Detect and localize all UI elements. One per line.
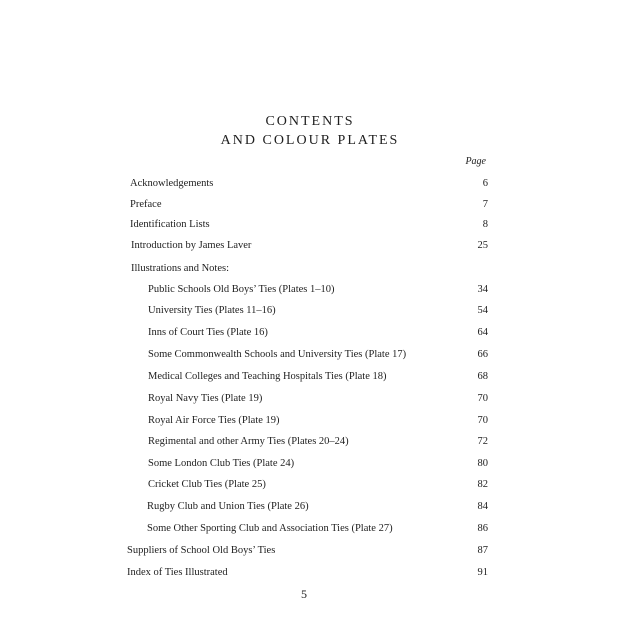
- toc-entry-label: Royal Navy Ties (Plate 19): [148, 393, 263, 404]
- toc-entry-label: University Ties (Plates 11–16): [148, 305, 276, 316]
- toc-entry-page: 82: [477, 479, 488, 490]
- toc-entry-label: Medical Colleges and Teaching Hospitals Ties (Plate 18): [148, 371, 387, 382]
- toc-entry-label: Regimental and other Army Ties (Plates 20–24): [148, 436, 349, 447]
- toc-entry-page: 70: [477, 415, 488, 426]
- toc-entry-label: Public Schools Old Boys’ Ties (Plates 1–10): [148, 284, 335, 295]
- toc-entry-page: 64: [477, 327, 488, 338]
- toc-entry-page: 70: [477, 393, 488, 404]
- toc-entry-page: 91: [477, 567, 488, 578]
- toc-entry-page: 87: [477, 545, 488, 556]
- toc-entry-page: 72: [477, 436, 488, 447]
- toc-entry-label: Identification Lists: [130, 219, 210, 230]
- toc-entry-label: Cricket Club Ties (Plate 25): [148, 479, 266, 490]
- toc-entry-page: 54: [477, 305, 488, 316]
- toc-entry-page: 86: [477, 523, 488, 534]
- toc-entry-label: Inns of Court Ties (Plate 16): [148, 327, 268, 338]
- toc-entry-label: Acknowledgements: [130, 178, 214, 189]
- toc-entry-label: Preface: [130, 199, 162, 210]
- toc-entry-label: Some London Club Ties (Plate 24): [148, 458, 295, 469]
- toc-entry-label: Royal Air Force Ties (Plate 19): [148, 415, 280, 426]
- toc-entry-page: 84: [477, 501, 488, 512]
- toc-entry-page: 68: [477, 371, 488, 382]
- toc-entry-label: Rugby Club and Union Ties (Plate 26): [147, 501, 309, 512]
- page-column-label: Page: [465, 156, 486, 167]
- toc-entry-label: Index of Ties Illustrated: [127, 567, 228, 578]
- toc-entry-page: 25: [477, 240, 488, 251]
- contents-subtitle: AND COLOUR PLATES: [220, 133, 400, 148]
- toc-entry-label: Some Commonwealth Schools and University Ties (Plate 17): [148, 349, 407, 360]
- toc-entry-page: 7: [482, 199, 488, 210]
- toc-entry-page: 8: [482, 219, 488, 230]
- toc-entry-label: Some Other Sporting Club and Association Ties (Plate 27): [147, 523, 393, 534]
- toc-entry-label: Illustrations and Notes:: [131, 263, 229, 274]
- toc-entry-page: 6: [482, 178, 488, 189]
- page-number: 5: [301, 587, 307, 601]
- toc-entry-page: 66: [477, 349, 488, 360]
- toc-entry-label: Suppliers of School Old Boys’ Ties: [127, 545, 276, 556]
- toc-entry-label: Introduction by James Laver: [131, 240, 252, 251]
- contents-title: CONTENTS: [265, 114, 355, 129]
- toc-entry-page: 34: [477, 284, 488, 295]
- toc-entry-page: 80: [477, 458, 488, 469]
